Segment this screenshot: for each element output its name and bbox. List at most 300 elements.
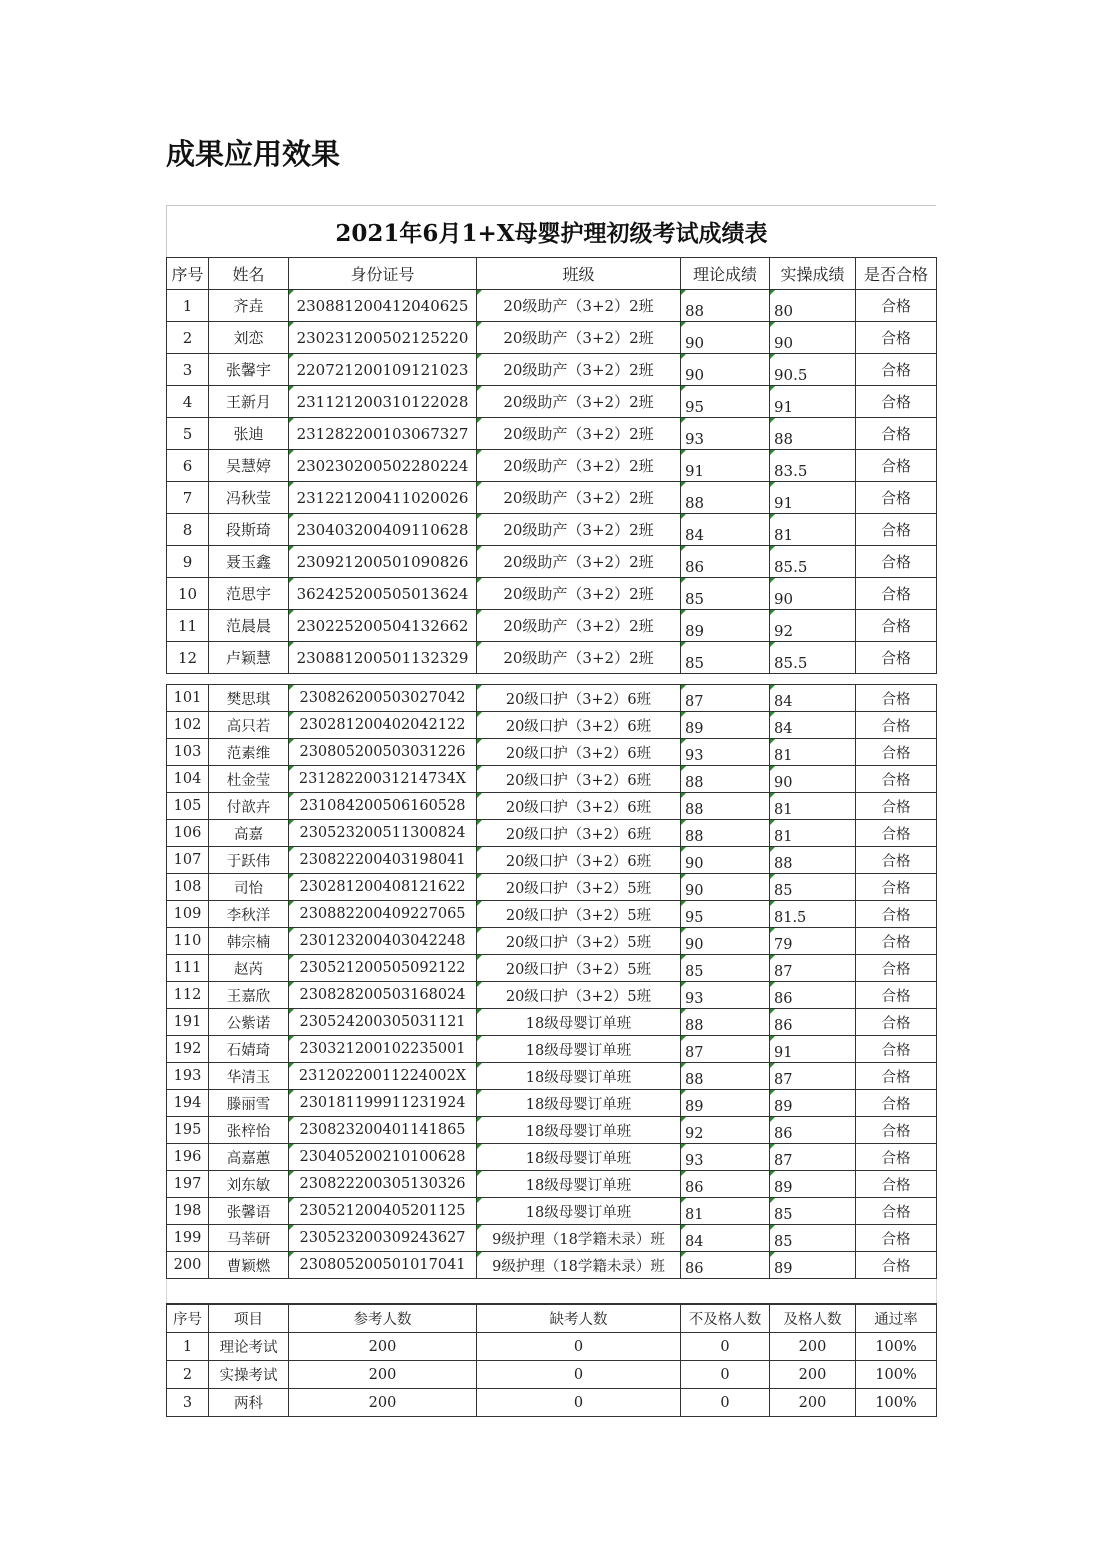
student-name: 张馨语: [209, 1198, 289, 1225]
pass-status: 合格: [856, 450, 937, 482]
practical-score: 91: [770, 482, 856, 514]
row-number: 2: [167, 322, 209, 354]
group-gap: [167, 674, 937, 685]
student-name: 赵芮: [209, 955, 289, 982]
summary-cell: 2: [167, 1361, 209, 1389]
table-row: [167, 928, 937, 955]
header-cell: 姓名: [209, 258, 289, 290]
class-name: 9级护理（18学籍未录）班: [477, 1225, 681, 1252]
summary-header-cell: 通过率: [856, 1305, 937, 1333]
theory-score: 92: [681, 1117, 770, 1144]
summary-header-cell: 及格人数: [770, 1305, 856, 1333]
class-name: 20级口护（3+2）5班: [477, 955, 681, 982]
row-number: 3: [167, 354, 209, 386]
practical-score: 85: [770, 1198, 856, 1225]
practical-score: 86: [770, 1009, 856, 1036]
class-name: 20级助产（3+2）2班: [477, 642, 681, 674]
row-number: 200: [167, 1252, 209, 1279]
practical-score: 80: [770, 290, 856, 322]
practical-score: 81: [770, 793, 856, 820]
table-row: [167, 685, 937, 712]
gap-cell: [167, 674, 937, 685]
student-name: 韩宗楠: [209, 928, 289, 955]
id-number: 230823200401141865: [289, 1117, 477, 1144]
theory-score: 88: [681, 482, 770, 514]
table-row: [167, 1009, 937, 1036]
id-number: 230524200305031121: [289, 1009, 477, 1036]
practical-score: 81.5: [770, 901, 856, 928]
student-name: 刘恋: [209, 322, 289, 354]
score-sheet: [166, 205, 936, 1417]
practical-score: 86: [770, 1117, 856, 1144]
row-number: 108: [167, 874, 209, 901]
row-number: 7: [167, 482, 209, 514]
row-number: 12: [167, 642, 209, 674]
class-name: 20级助产（3+2）2班: [477, 610, 681, 642]
id-number: 230230200502280224: [289, 450, 477, 482]
pass-status: 合格: [856, 290, 937, 322]
theory-score: 86: [681, 1171, 770, 1198]
class-name: 20级助产（3+2）2班: [477, 578, 681, 610]
header-cell: 序号: [167, 258, 209, 290]
class-name: 18级母婴订单班: [477, 1198, 681, 1225]
class-name: 20级口护（3+2）6班: [477, 793, 681, 820]
row-number: 198: [167, 1198, 209, 1225]
class-name: 20级口护（3+2）6班: [477, 847, 681, 874]
class-name: 18级母婴订单班: [477, 1171, 681, 1198]
table-row: [167, 793, 937, 820]
practical-score: 86: [770, 982, 856, 1009]
practical-score: 83.5: [770, 450, 856, 482]
class-name: 20级助产（3+2）2班: [477, 290, 681, 322]
id-number: 230281200402042122: [289, 712, 477, 739]
pass-status: 合格: [856, 1036, 937, 1063]
theory-score: 86: [681, 546, 770, 578]
pass-status: 合格: [856, 874, 937, 901]
row-number: 106: [167, 820, 209, 847]
table-row: [167, 482, 937, 514]
id-number: 230826200503027042: [289, 685, 477, 712]
theory-score: 88: [681, 1063, 770, 1090]
summary-row: [167, 1361, 937, 1389]
pass-status: 合格: [856, 1252, 937, 1279]
theory-score: 93: [681, 418, 770, 450]
class-name: 18级母婴订单班: [477, 1117, 681, 1144]
id-number: 23120220011224002X: [289, 1063, 477, 1090]
pass-status: 合格: [856, 1171, 937, 1198]
summary-cell: 200: [289, 1361, 477, 1389]
pass-status: 合格: [856, 847, 937, 874]
row-number: 199: [167, 1225, 209, 1252]
table-row: [167, 514, 937, 546]
student-name: 吴慧婷: [209, 450, 289, 482]
id-number: 230123200403042248: [289, 928, 477, 955]
score-table: [166, 257, 937, 1304]
id-number: 230521200405201125: [289, 1198, 477, 1225]
student-name: 张梓怡: [209, 1117, 289, 1144]
row-number: 109: [167, 901, 209, 928]
summary-cell: 3: [167, 1389, 209, 1417]
page-heading: 成果应用效果: [166, 137, 341, 171]
practical-score: 90.5: [770, 354, 856, 386]
table-row: [167, 1090, 937, 1117]
table-row: [167, 578, 937, 610]
id-number: 230523200511300824: [289, 820, 477, 847]
pass-status: 合格: [856, 712, 937, 739]
id-number: 230822200305130326: [289, 1171, 477, 1198]
id-number: 230231200502125220: [289, 322, 477, 354]
id-number: 230881200501132329: [289, 642, 477, 674]
class-name: 20级口护（3+2）5班: [477, 928, 681, 955]
summary-body: [167, 1333, 937, 1417]
id-number: 23128220031214734X: [289, 766, 477, 793]
table-row: [167, 739, 937, 766]
table-row: [167, 820, 937, 847]
theory-score: 85: [681, 955, 770, 982]
class-name: 20级助产（3+2）2班: [477, 546, 681, 578]
summary-table: [166, 1304, 937, 1417]
practical-score: 88: [770, 847, 856, 874]
practical-score: 81: [770, 820, 856, 847]
group-maternal-order: [167, 1009, 937, 1279]
student-name: 王新月: [209, 386, 289, 418]
table-row: [167, 1198, 937, 1225]
class-name: 20级口护（3+2）6班: [477, 820, 681, 847]
class-name: 20级助产（3+2）2班: [477, 514, 681, 546]
summary-cell: 0: [681, 1361, 770, 1389]
summary-cell: 0: [477, 1389, 681, 1417]
practical-score: 91: [770, 386, 856, 418]
table-row: [167, 1171, 937, 1198]
row-number: 11: [167, 610, 209, 642]
pass-status: 合格: [856, 1063, 937, 1090]
pass-status: 合格: [856, 1090, 937, 1117]
class-name: 20级口护（3+2）5班: [477, 982, 681, 1009]
pass-status: 合格: [856, 685, 937, 712]
theory-score: 88: [681, 793, 770, 820]
class-name: 20级口护（3+2）6班: [477, 739, 681, 766]
class-name: 20级助产（3+2）2班: [477, 322, 681, 354]
header-cell: 理论成绩: [681, 258, 770, 290]
theory-score: 84: [681, 1225, 770, 1252]
id-number: 230805200503031226: [289, 739, 477, 766]
summary-cell: 理论考试: [209, 1333, 289, 1361]
table-row: [167, 290, 937, 322]
table-row: [167, 642, 937, 674]
class-name: 18级母婴订单班: [477, 1036, 681, 1063]
practical-score: 87: [770, 1063, 856, 1090]
student-name: 滕丽雪: [209, 1090, 289, 1117]
pass-status: 合格: [856, 1144, 937, 1171]
group-midwifery: [167, 290, 937, 674]
row-number: 101: [167, 685, 209, 712]
summary-header-cell: 不及格人数: [681, 1305, 770, 1333]
student-name: 华清玉: [209, 1063, 289, 1090]
row-number: 9: [167, 546, 209, 578]
theory-score: 93: [681, 982, 770, 1009]
class-name: 9级护理（18学籍未录）班: [477, 1252, 681, 1279]
id-number: 230828200503168024: [289, 982, 477, 1009]
theory-score: 89: [681, 1090, 770, 1117]
summary-cell: 100%: [856, 1333, 937, 1361]
theory-score: 88: [681, 290, 770, 322]
practical-score: 79: [770, 928, 856, 955]
practical-score: 90: [770, 322, 856, 354]
theory-score: 87: [681, 685, 770, 712]
id-number: 230181199911231924: [289, 1090, 477, 1117]
row-number: 193: [167, 1063, 209, 1090]
pass-status: 合格: [856, 546, 937, 578]
class-name: 20级助产（3+2）2班: [477, 354, 681, 386]
summary-cell: 0: [477, 1333, 681, 1361]
table-row: [167, 901, 937, 928]
student-name: 张迪: [209, 418, 289, 450]
table-row: [167, 386, 937, 418]
header-cell: 身份证号: [289, 258, 477, 290]
summary-row: [167, 1333, 937, 1361]
pass-status: 合格: [856, 482, 937, 514]
theory-score: 85: [681, 578, 770, 610]
class-name: 18级母婴订单班: [477, 1090, 681, 1117]
class-name: 18级母婴订单班: [477, 1009, 681, 1036]
class-name: 20级助产（3+2）2班: [477, 450, 681, 482]
pass-status: 合格: [856, 1117, 937, 1144]
practical-score: 90: [770, 766, 856, 793]
id-number: 231282200103067327: [289, 418, 477, 450]
pass-status: 合格: [856, 610, 937, 642]
row-number: 194: [167, 1090, 209, 1117]
student-name: 曹颖燃: [209, 1252, 289, 1279]
summary-cell: 1: [167, 1333, 209, 1361]
summary-cell: 200: [770, 1333, 856, 1361]
row-number: 5: [167, 418, 209, 450]
id-number: 230805200501017041: [289, 1252, 477, 1279]
practical-score: 81: [770, 739, 856, 766]
id-number: 230921200501090826: [289, 546, 477, 578]
practical-score: 89: [770, 1171, 856, 1198]
pass-status: 合格: [856, 418, 937, 450]
score-table-header: [167, 258, 937, 290]
theory-score: 88: [681, 1009, 770, 1036]
practical-score: 89: [770, 1252, 856, 1279]
row-number: 6: [167, 450, 209, 482]
practical-score: 90: [770, 578, 856, 610]
row-number: 192: [167, 1036, 209, 1063]
summary-cell: 100%: [856, 1361, 937, 1389]
table-row: [167, 1063, 937, 1090]
pass-status: 合格: [856, 739, 937, 766]
student-name: 司怡: [209, 874, 289, 901]
summary-cell: 200: [289, 1389, 477, 1417]
student-name: 范思宇: [209, 578, 289, 610]
class-name: 20级助产（3+2）2班: [477, 386, 681, 418]
pass-status: 合格: [856, 578, 937, 610]
table-row: [167, 1252, 937, 1279]
pass-status: 合格: [856, 1009, 937, 1036]
table-row: [167, 1117, 937, 1144]
summary-cell: 0: [681, 1333, 770, 1361]
pass-status: 合格: [856, 928, 937, 955]
id-number: 362425200505013624: [289, 578, 477, 610]
row-number: 196: [167, 1144, 209, 1171]
table-row: [167, 1144, 937, 1171]
summary-cell: 200: [770, 1361, 856, 1389]
row-number: 195: [167, 1117, 209, 1144]
practical-score: 81: [770, 514, 856, 546]
summary-cell: 100%: [856, 1389, 937, 1417]
practical-score: 91: [770, 1036, 856, 1063]
practical-score: 87: [770, 1144, 856, 1171]
group-gap: [167, 1279, 937, 1304]
pass-status: 合格: [856, 1198, 937, 1225]
theory-score: 91: [681, 450, 770, 482]
student-name: 高嘉蕙: [209, 1144, 289, 1171]
student-name: 卢颖慧: [209, 642, 289, 674]
pass-status: 合格: [856, 982, 937, 1009]
row-number: 103: [167, 739, 209, 766]
summary-header-cell: 项目: [209, 1305, 289, 1333]
practical-score: 85: [770, 874, 856, 901]
id-number: 230403200409110628: [289, 514, 477, 546]
row-number: 4: [167, 386, 209, 418]
class-name: 20级口护（3+2）6班: [477, 712, 681, 739]
id-number: 230405200210100628: [289, 1144, 477, 1171]
student-name: 刘东敏: [209, 1171, 289, 1198]
id-number: 230882200409227065: [289, 901, 477, 928]
pass-status: 合格: [856, 820, 937, 847]
id-number: 230881200412040625: [289, 290, 477, 322]
summary-cell: 200: [770, 1389, 856, 1417]
class-name: 20级助产（3+2）2班: [477, 482, 681, 514]
table-row: [167, 418, 937, 450]
id-number: 230321200102235001: [289, 1036, 477, 1063]
table-row: [167, 1225, 937, 1252]
id-number: 230281200408121622: [289, 874, 477, 901]
pass-status: 合格: [856, 901, 937, 928]
student-name: 范素维: [209, 739, 289, 766]
class-name: 20级助产（3+2）2班: [477, 418, 681, 450]
student-name: 公紫诺: [209, 1009, 289, 1036]
practical-score: 85.5: [770, 642, 856, 674]
practical-score: 84: [770, 685, 856, 712]
theory-score: 95: [681, 901, 770, 928]
practical-score: 92: [770, 610, 856, 642]
practical-score: 87: [770, 955, 856, 982]
practical-score: 88: [770, 418, 856, 450]
id-number: 231121200310122028: [289, 386, 477, 418]
row-number: 107: [167, 847, 209, 874]
theory-score: 85: [681, 642, 770, 674]
row-number: 1: [167, 290, 209, 322]
class-name: 18级母婴订单班: [477, 1144, 681, 1171]
student-name: 高嘉: [209, 820, 289, 847]
row-number: 8: [167, 514, 209, 546]
summary-header-cell: 序号: [167, 1305, 209, 1333]
theory-score: 81: [681, 1198, 770, 1225]
theory-score: 93: [681, 739, 770, 766]
practical-score: 85: [770, 1225, 856, 1252]
id-number: 220721200109121023: [289, 354, 477, 386]
class-name: 20级口护（3+2）6班: [477, 766, 681, 793]
pass-status: 合格: [856, 354, 937, 386]
theory-score: 90: [681, 874, 770, 901]
id-number: 230523200309243627: [289, 1225, 477, 1252]
summary-cell: 两科: [209, 1389, 289, 1417]
theory-score: 90: [681, 847, 770, 874]
row-number: 112: [167, 982, 209, 1009]
table-row: [167, 1036, 937, 1063]
student-name: 聂玉鑫: [209, 546, 289, 578]
student-name: 杜金莹: [209, 766, 289, 793]
table-row: [167, 955, 937, 982]
table-row: [167, 322, 937, 354]
theory-score: 95: [681, 386, 770, 418]
theory-score: 86: [681, 1252, 770, 1279]
practical-score: 84: [770, 712, 856, 739]
theory-score: 84: [681, 514, 770, 546]
summary-cell: 0: [477, 1361, 681, 1389]
summary-cell: 0: [681, 1389, 770, 1417]
row-number: 197: [167, 1171, 209, 1198]
pass-status: 合格: [856, 322, 937, 354]
student-name: 范晨晨: [209, 610, 289, 642]
header-cell: 班级: [477, 258, 681, 290]
theory-score: 88: [681, 766, 770, 793]
table-row: [167, 982, 937, 1009]
summary-header-cell: 参考人数: [289, 1305, 477, 1333]
header-cell: 实操成绩: [770, 258, 856, 290]
theory-score: 89: [681, 712, 770, 739]
summary-row: [167, 1389, 937, 1417]
student-name: 樊思琪: [209, 685, 289, 712]
table-row: [167, 546, 937, 578]
class-name: 18级母婴订单班: [477, 1063, 681, 1090]
theory-score: 89: [681, 610, 770, 642]
student-name: 冯秋莹: [209, 482, 289, 514]
practical-score: 89: [770, 1090, 856, 1117]
pass-status: 合格: [856, 642, 937, 674]
table-row: [167, 874, 937, 901]
id-number: 231084200506160528: [289, 793, 477, 820]
id-number: 230225200504132662: [289, 610, 477, 642]
student-name: 于跃伟: [209, 847, 289, 874]
practical-score: 85.5: [770, 546, 856, 578]
pass-status: 合格: [856, 766, 937, 793]
row-number: 110: [167, 928, 209, 955]
student-name: 石婧琦: [209, 1036, 289, 1063]
student-name: 高只若: [209, 712, 289, 739]
pass-status: 合格: [856, 386, 937, 418]
class-name: 20级口护（3+2）5班: [477, 874, 681, 901]
student-name: 马莘研: [209, 1225, 289, 1252]
id-number: 230521200505092122: [289, 955, 477, 982]
pass-status: 合格: [856, 955, 937, 982]
header-cell: 是否合格: [856, 258, 937, 290]
row-number: 10: [167, 578, 209, 610]
summary-header: [167, 1305, 937, 1333]
student-name: 付歆卉: [209, 793, 289, 820]
theory-score: 88: [681, 820, 770, 847]
pass-status: 合格: [856, 514, 937, 546]
table-row: [167, 766, 937, 793]
theory-score: 90: [681, 322, 770, 354]
class-name: 20级口护（3+2）5班: [477, 901, 681, 928]
id-number: 230822200403198041: [289, 847, 477, 874]
row-number: 105: [167, 793, 209, 820]
class-name: 20级口护（3+2）6班: [477, 685, 681, 712]
theory-score: 90: [681, 354, 770, 386]
theory-score: 87: [681, 1036, 770, 1063]
